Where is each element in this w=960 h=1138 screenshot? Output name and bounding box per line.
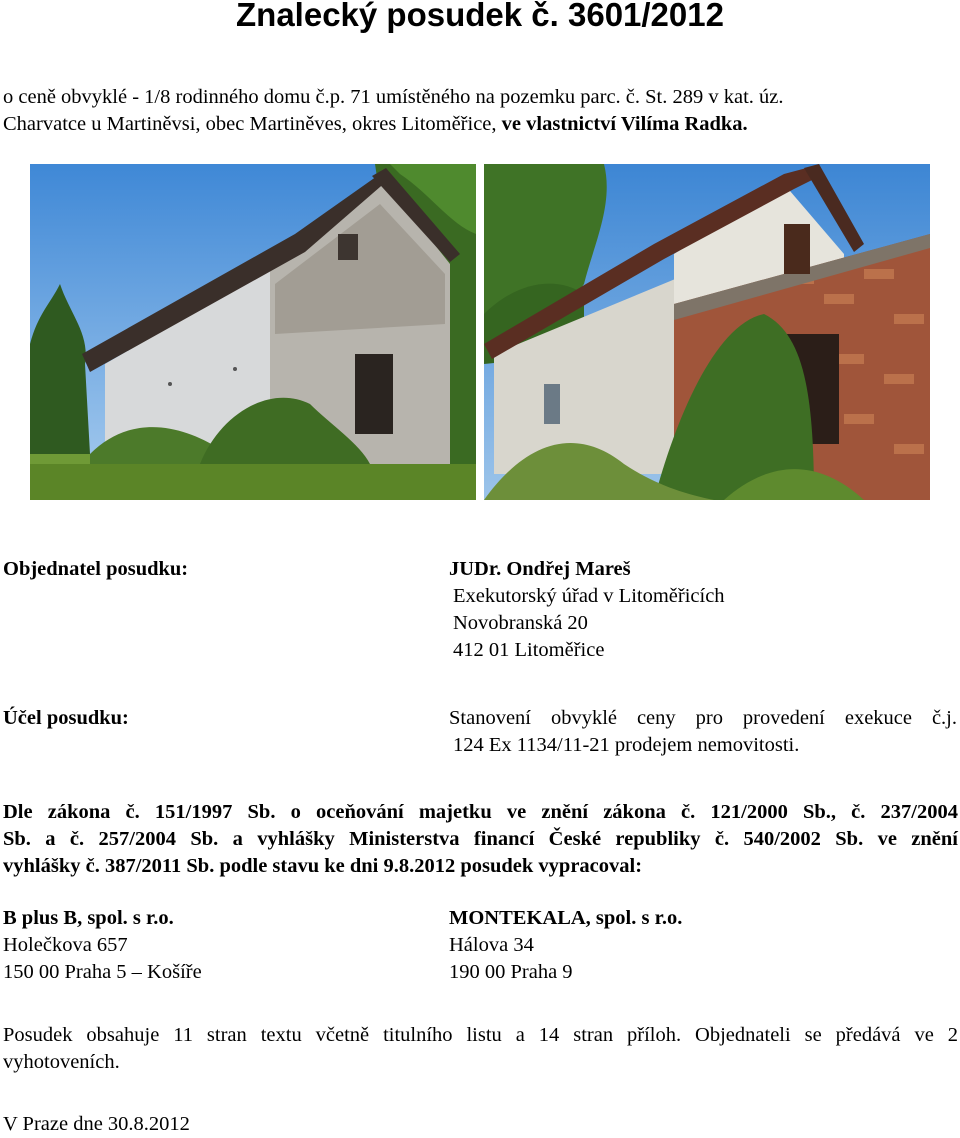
client-label: Objednatel posudku: bbox=[3, 558, 189, 580]
house-photo-left-icon bbox=[30, 164, 476, 500]
house-photo-right-icon bbox=[484, 164, 930, 500]
client-street: Novobranská 20 bbox=[453, 612, 588, 634]
firm1-city: 150 00 Praha 5 – Košíře bbox=[3, 961, 202, 983]
document-title: Znalecký posudek č. 3601/2012 bbox=[236, 0, 724, 33]
intro-line-1: o ceně obvyklé - 1/8 rodinného domu č.p. 71 umístěného na pozemku parc. č. St. 289 v kat. úz. bbox=[3, 86, 784, 108]
law-line-2: Sb. a č. 257/2004 Sb. a vyhlášky Ministerstva financí České republiky č. 540/2002 Sb. ve znění bbox=[3, 828, 958, 850]
law-line-1: Dle zákona č. 151/1997 Sb. o oceňování majetku ve znění zákona č. 121/2000 Sb., č. 237/2004 bbox=[3, 801, 958, 823]
client-city: 412 01 Litoměřice bbox=[453, 639, 605, 661]
intro-line-2 bbox=[3, 111, 958, 138]
client-office: Exekutorský úřad v Litoměřicích bbox=[453, 585, 725, 607]
intro-location: Charvatce u Martiněvsi, obec Martiněves, okres Litoměřice, bbox=[3, 113, 502, 135]
client-name: JUDr. Ondřej Mareš bbox=[449, 558, 631, 580]
firm1-street: Holečkova 657 bbox=[3, 934, 128, 956]
firm1-name: B plus B, spol. s r.o. bbox=[3, 907, 174, 929]
purpose-line-1: Stanovení obvyklé ceny pro provedení exekuce č.j. bbox=[449, 707, 957, 729]
firm2-name: MONTEKALA, spol. s r.o. bbox=[449, 907, 683, 929]
note-line-2: vyhotoveních. bbox=[3, 1051, 120, 1073]
law-line-3: vyhlášky č. 387/2011 Sb. podle stavu ke dni 9.8.2012 posudek vypracoval: bbox=[3, 855, 643, 877]
signature-date: V Praze dne 30.8.2012 bbox=[3, 1113, 190, 1135]
note-line-1: Posudek obsahuje 11 stran textu včetně titulního listu a 14 stran příloh. Objednateli se předává ve 2 bbox=[3, 1024, 958, 1046]
firm2-city: 190 00 Praha 9 bbox=[449, 961, 573, 983]
purpose-line-2: 124 Ex 1134/11-21 prodejem nemovitosti. bbox=[453, 734, 800, 756]
intro-owner: ve vlastnictví Vilíma Radka. bbox=[501, 113, 748, 135]
firm2-street: Hálova 34 bbox=[449, 934, 534, 956]
purpose-label: Účel posudku: bbox=[3, 707, 129, 729]
